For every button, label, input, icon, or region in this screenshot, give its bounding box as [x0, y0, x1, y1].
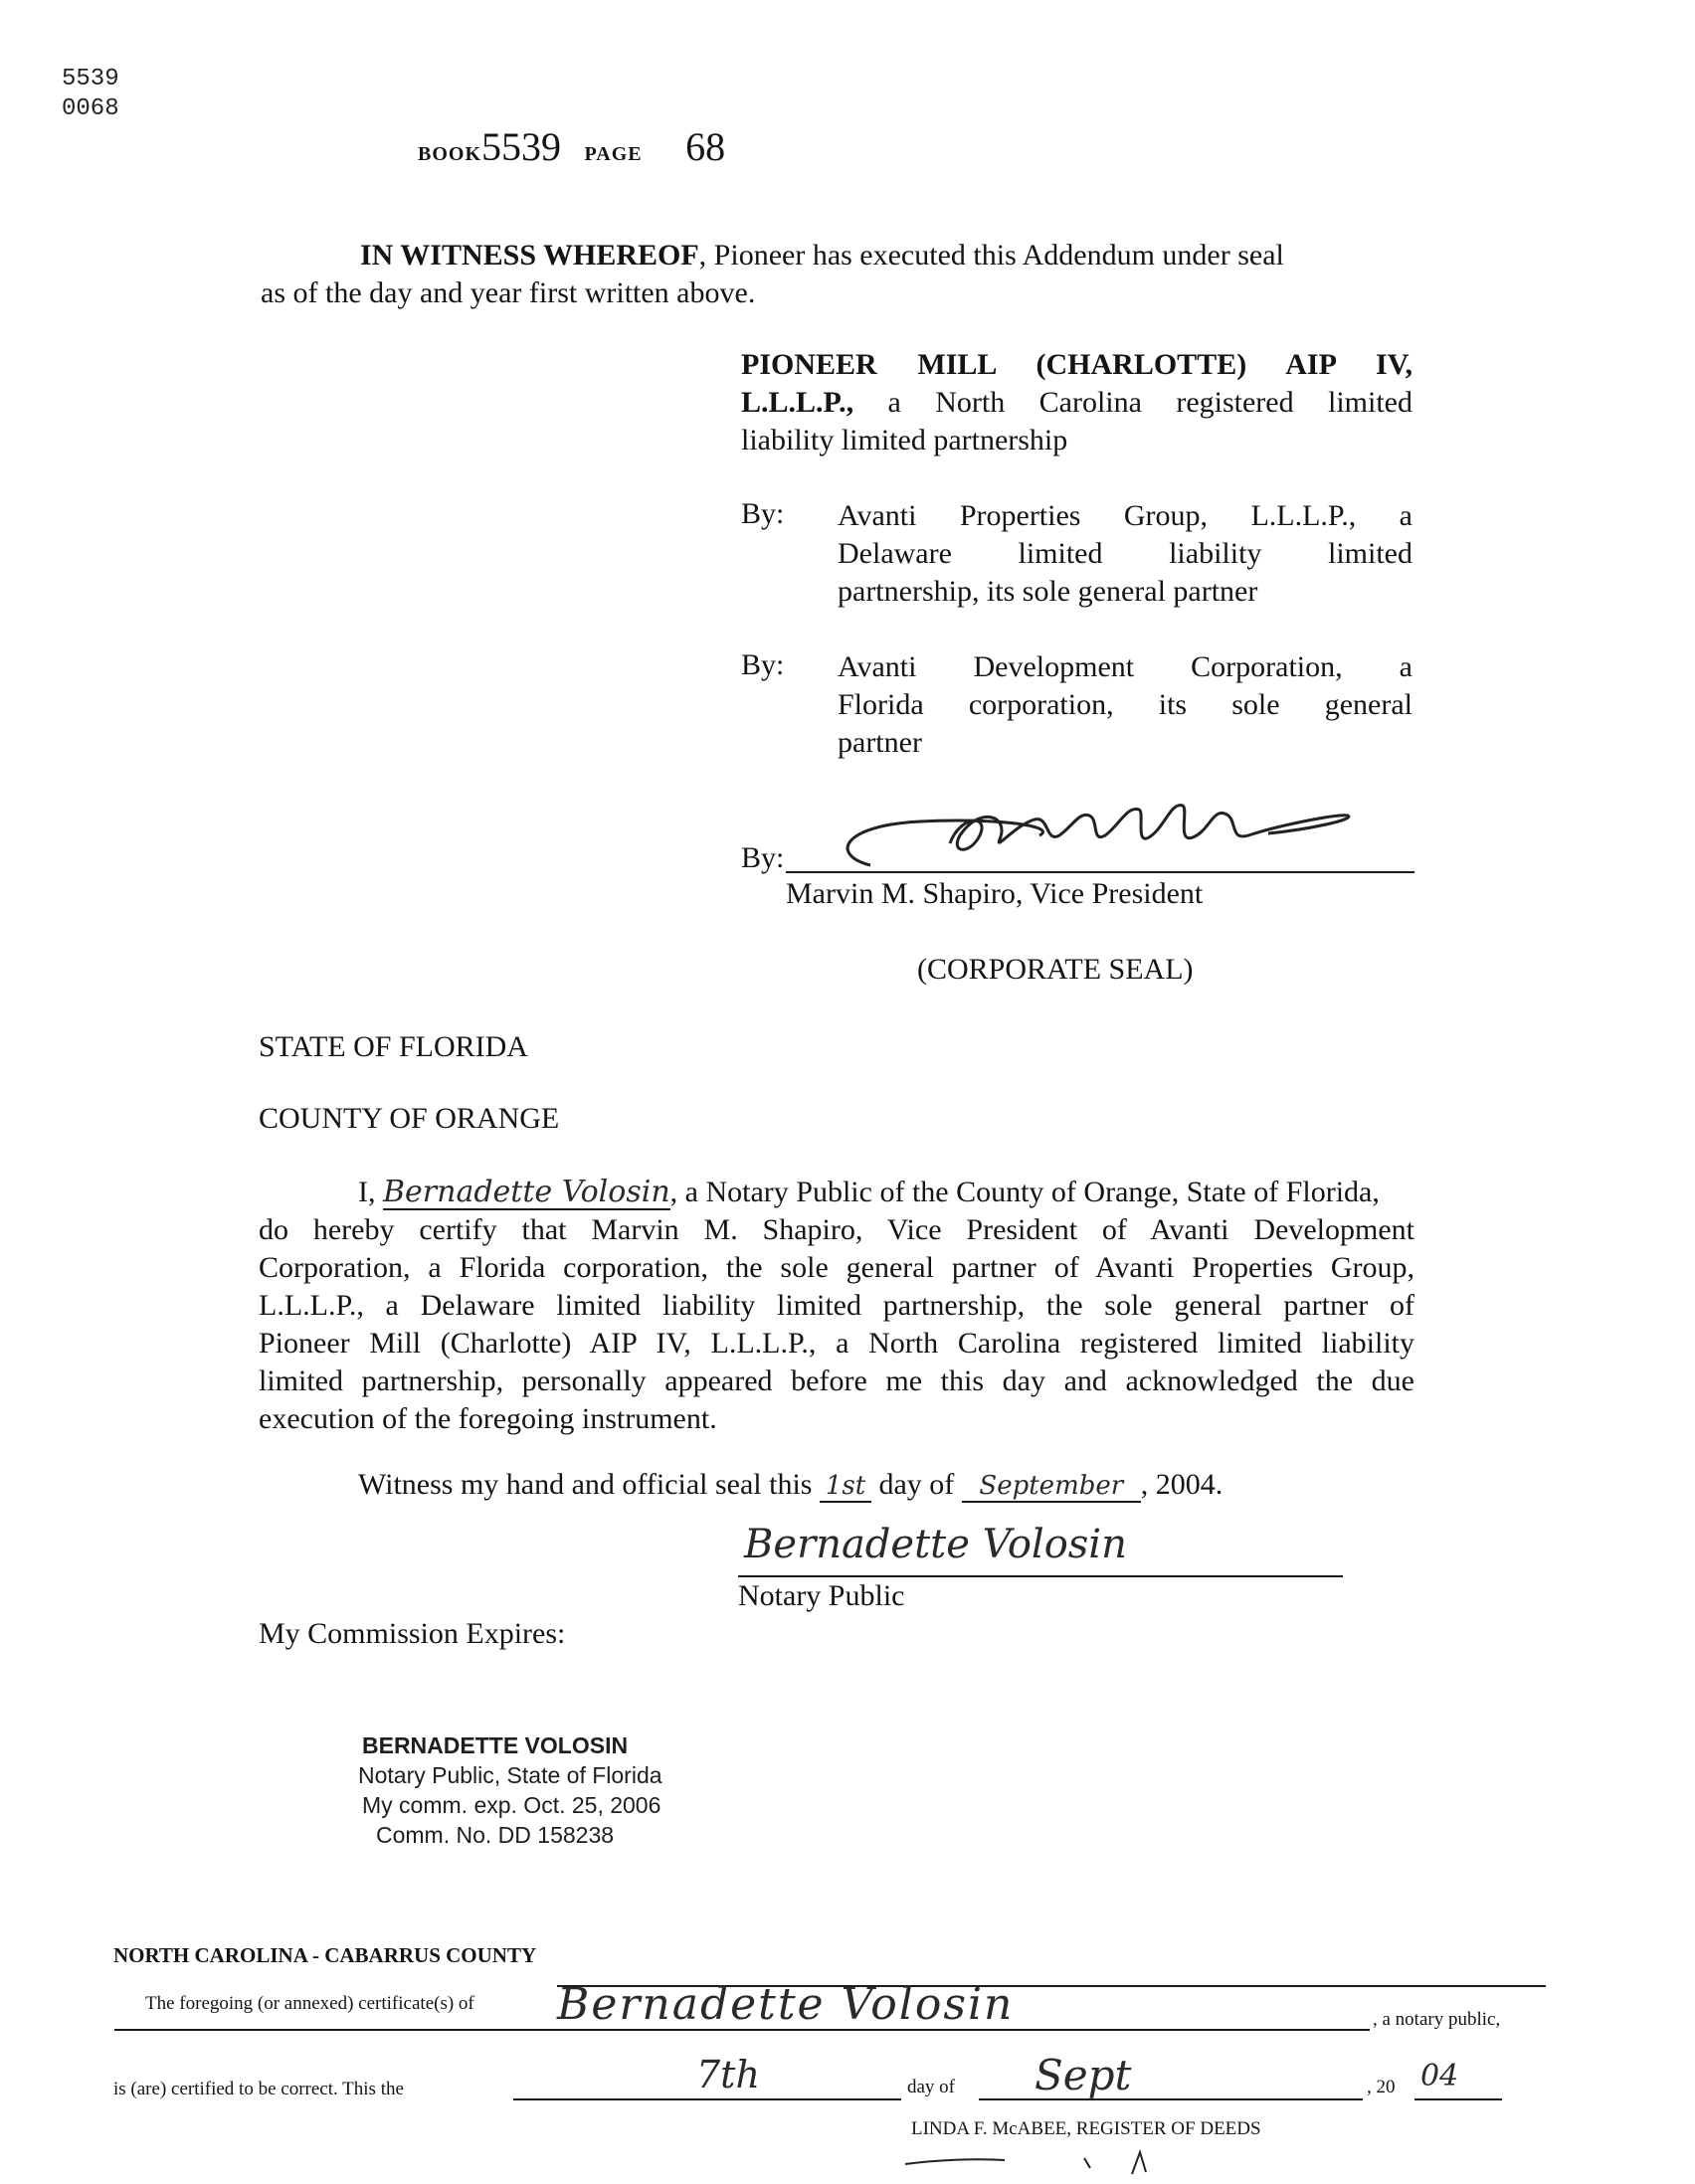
party-name-bold: L.L.L.P.,: [741, 386, 854, 419]
state-heading: STATE OF FLORIDA: [259, 1030, 528, 1063]
nc-handwritten-name: Bernadette Volosin: [557, 1979, 1015, 2030]
corner-number-bottom: 0068: [62, 95, 119, 122]
notary-paragraph-line5: Pioneer Mill (Charlotte) AIP IV, L.L.L.P., a North Carolina registered limited liability: [259, 1327, 1414, 1360]
signature-scribble: [811, 796, 1368, 875]
signatory-1-line1: Avanti Properties Group, L.L.L.P., a: [838, 499, 1412, 532]
witness-clause-line1: [360, 237, 1414, 274]
corner-number-top: 5539: [62, 66, 119, 92]
notary-public-title: Notary Public: [738, 1579, 905, 1612]
notary-paragraph-line4: L.L.L.P., a Delaware limited liability limited partnership, the sole general partner of: [259, 1289, 1414, 1322]
book-label: BOOK: [418, 143, 482, 165]
nc-day-value: 7th: [696, 2053, 760, 2096]
nc-year-line: [1414, 2098, 1502, 2100]
notary-stamp: [358, 1730, 662, 1850]
notary-paragraph-line1: [358, 1174, 1414, 1211]
party-name-line3: liability limited partnership: [741, 424, 1068, 456]
notary-paragraph-line6: limited partnership, personally appeared before me this day and acknowledged the due: [259, 1365, 1414, 1397]
stamp-line2: Notary Public, State of Florida: [358, 1762, 662, 1788]
corporate-seal-label: (CORPORATE SEAL): [917, 953, 1194, 986]
book-page-header: [418, 123, 725, 170]
signatory-2-by-label: By:: [741, 648, 785, 681]
nc-heading: NORTH CAROLINA - CABARRUS COUNTY: [113, 1943, 537, 1967]
signatory-2-line1: Avanti Development Corporation, a: [838, 650, 1412, 683]
notary-paragraph-line7: execution of the foregoing instrument.: [259, 1402, 717, 1435]
nc-name-line: [114, 2029, 1370, 2031]
commission-expires: My Commission Expires:: [259, 1617, 566, 1650]
witness-seal-month: September: [962, 1471, 1141, 1503]
register-signature-marks: [895, 2138, 1214, 2178]
witness-seal-text3: , 2004.: [1140, 1468, 1224, 1501]
witness-seal-day: 1st: [820, 1471, 871, 1503]
party-name-line1: PIONEER MILL (CHARLOTTE) AIP IV,: [741, 348, 1412, 381]
notary-lead: I,: [358, 1176, 376, 1208]
page-number: 68: [685, 124, 726, 169]
nc-line1-label: The foregoing (or annexed) certificate(s) of: [145, 1993, 474, 2014]
signatory-2-line3: partner: [838, 726, 922, 759]
nc-month-value: Sept: [1035, 2051, 1132, 2099]
stamp-line3: My comm. exp. Oct. 25, 2006: [362, 1792, 661, 1818]
nc-year-value: 04: [1420, 2059, 1459, 2093]
nc-register-of-deeds: LINDA F. McABEE, REGISTER OF DEEDS: [911, 2118, 1261, 2139]
stamp-line1: BERNADETTE VOLOSIN: [362, 1732, 629, 1758]
witness-seal-text1: Witness my hand and official seal this: [358, 1468, 813, 1501]
nc-day-line: [513, 2098, 901, 2100]
witness-clause-line2: as of the day and year first written above.: [261, 276, 756, 309]
signatory-1-by-label: By:: [741, 497, 785, 530]
nc-year-prefix: , 20: [1367, 2077, 1396, 2097]
nc-line1-suffix: , a notary public,: [1373, 2009, 1501, 2030]
witness-clause-rest: , Pioneer has executed this Addendum under seal: [698, 239, 1284, 272]
notary-handwritten-name: Bernadette Volosin: [383, 1175, 670, 1209]
notary-paragraph-line3: Corporation, a Florida corporation, the sole general partner of Avanti Properties Group,: [259, 1251, 1414, 1284]
party-name-rest: a North Carolina registered limited: [853, 386, 1412, 419]
signatory-1-line2: Delaware limited liability limited: [838, 537, 1412, 570]
page-label: PAGE: [584, 143, 643, 165]
witness-seal-text2: day of: [878, 1468, 955, 1501]
county-heading: COUNTY OF ORANGE: [259, 1102, 560, 1135]
book-number: 5539: [481, 124, 562, 169]
signature-by-label: By:: [741, 841, 785, 874]
witness-seal-line: [358, 1466, 1223, 1504]
nc-line2-label: is (are) certified to be correct. This the: [113, 2079, 404, 2099]
nc-day-label: day of: [907, 2077, 956, 2097]
signatory-2-line2: Florida corporation, its sole general: [838, 688, 1412, 721]
notary-line1-rest: , a Notary Public of the County of Orange, State of Florida,: [669, 1176, 1380, 1208]
party-name-line2: [741, 384, 1412, 422]
witness-clause-lead: IN WITNESS WHEREOF: [360, 239, 699, 272]
notary-signature-handwritten: Bernadette Volosin: [744, 1522, 1127, 1567]
signer-name: Marvin M. Shapiro, Vice President: [786, 877, 1204, 910]
stamp-line4: Comm. No. DD 158238: [376, 1822, 615, 1848]
notary-paragraph-line2: do hereby certify that Marvin M. Shapiro, Vice President of Avanti Development: [259, 1213, 1414, 1246]
signatory-1-line3: partnership, its sole general partner: [838, 575, 1258, 608]
